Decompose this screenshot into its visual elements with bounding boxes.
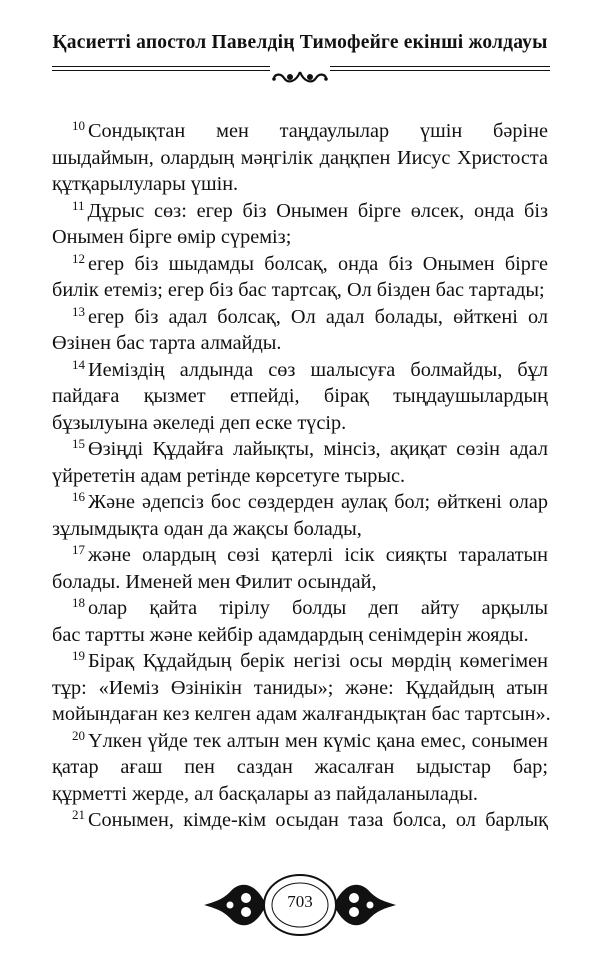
verse-line — [52, 569, 548, 596]
verse-line — [52, 383, 548, 410]
verse-text: бұзылуына әкеледі деп еске түсір. — [52, 411, 347, 434]
verse-text: зұлымдықта одан да жақсы болады, — [52, 517, 362, 540]
verse-line — [52, 436, 548, 463]
verse-number: 16 — [72, 489, 85, 504]
verse-line — [52, 754, 548, 781]
verse-line — [52, 277, 548, 304]
verse-line — [52, 357, 548, 384]
verse-number: 19 — [72, 648, 85, 663]
verse-number: 15 — [72, 436, 85, 451]
verse-text: және олардың сөзі қатерлі ісік сияқты таралатын — [88, 544, 548, 566]
verse-text: үйрететін адам ретінде көрсетуге тырыс. — [52, 464, 406, 487]
verse-text: Өзіңді Құдайға лайықты, мінсіз, ақиқат сөзін адал — [88, 438, 548, 460]
verse-line — [52, 171, 548, 198]
verse-text: Бірақ Құдайдың берік негізі осы мөрдің көмегімен — [88, 650, 548, 672]
verse-number: 14 — [72, 356, 85, 372]
verse-text: егер біз адал болсақ, Ол адал болады, өйткені ол — [88, 305, 548, 328]
verse-number: 20 — [72, 727, 85, 743]
verse-line — [52, 516, 548, 543]
verse-text: олар қайта тірілу болды деп айту арқылы — [88, 597, 548, 619]
verse-text: Дұрыс сөз: егер біз Онымен бірге өлсек, онда біз — [87, 199, 548, 222]
verse-line — [52, 198, 548, 225]
verse-line — [52, 304, 548, 331]
verse-text: Сондықтан мен таңдаулылар үшін бәріне — [88, 120, 548, 142]
verse-line — [52, 463, 548, 490]
verse-line — [52, 542, 548, 569]
verse-line — [52, 251, 548, 278]
verse-line — [52, 781, 548, 808]
verse-text: қатар ағаш пен саздан жасалған ыдыстар бар; — [52, 756, 548, 778]
verse-text: бас тартты және кейбір адамдардың сенімдерін жояды. — [52, 623, 529, 646]
verse-text: мойындаған кез келген адам жалғандықтан бас тартсын». — [52, 703, 551, 725]
verse-text: Өзінен бас тарта алмайды. — [52, 332, 282, 354]
verse-number: 13 — [72, 303, 85, 319]
verse-text: Үлкен үйде тек алтын мен күміс қана емес, сонымен — [88, 729, 548, 752]
verse-line — [52, 118, 548, 145]
verse-number: 11 — [72, 197, 85, 213]
verse-number: 17 — [72, 542, 85, 557]
verse-text: Және әдепсіз бос сөздерден аулақ бол; өйткені олар — [88, 491, 548, 513]
verse-line — [52, 595, 548, 622]
verse-text: Онымен бірге өмір сүреміз; — [52, 226, 292, 248]
verse-line — [52, 648, 548, 675]
verse-number: 12 — [72, 250, 85, 266]
verse-line — [52, 675, 548, 702]
page-footer-ornament — [200, 862, 400, 948]
verse-text: егер біз шыдамды болсақ, онда біз Онымен бірге — [88, 252, 548, 275]
running-header-title: Қасиетті апостол Павелдің Тимофейге екінші жолдауы — [52, 32, 548, 53]
verse-line — [52, 145, 548, 172]
verse-text: билік етеміз; егер біз бас тартсақ, Ол бізден бас тартады; — [52, 279, 545, 301]
verse-text: пайдаға қызмет етпейді, бірақ тыңдаушылардың — [52, 385, 548, 407]
verse-text: Иеміздің алдында сөз шалысуға болмайды, бұл — [88, 358, 548, 381]
verse-line — [52, 622, 548, 649]
verse-text: құрметті жерде, ал басқалары аз пайдаланылады. — [52, 782, 478, 805]
verse-number: 10 — [72, 118, 85, 133]
verse-line — [52, 224, 548, 251]
header-ornament-icon — [270, 66, 330, 88]
verse-number: 21 — [72, 807, 85, 822]
verse-text: болады. Именей мен Филит осындай, — [52, 570, 377, 593]
verse-line — [52, 410, 548, 437]
verse-number: 18 — [72, 595, 85, 610]
verse-line — [52, 701, 551, 728]
verse-line — [52, 728, 548, 755]
verse-text: Сонымен, кімде-кім осыдан таза болса, ол барлық — [88, 809, 548, 831]
verse-line — [52, 807, 548, 834]
verse-text: құтқарылулары үшін. — [52, 173, 239, 195]
verse-line — [52, 489, 548, 516]
page-number: 703 — [287, 892, 313, 911]
verse-line — [52, 330, 548, 357]
verse-text: шыдаймын, олардың мәңгілік даңқпен Иисус Христоста — [52, 146, 548, 169]
verse-text: тұр: «Иеміз Өзінікін таниды»; және: Құдайдың атын — [52, 676, 548, 699]
scripture-body — [52, 118, 551, 834]
